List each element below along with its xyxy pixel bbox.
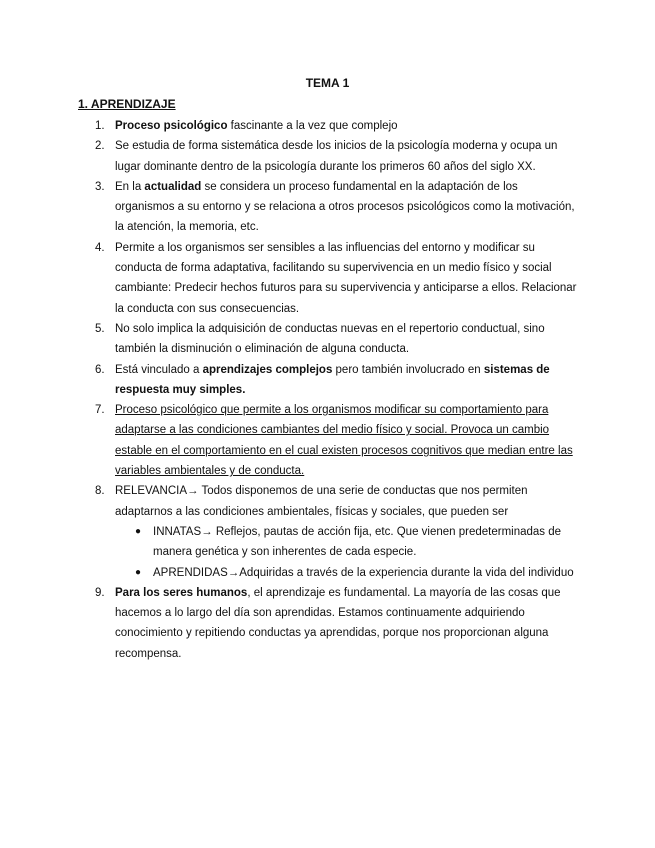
list-item (78, 481, 578, 582)
item-text: RELEVANCIA→ Todos disponemos de una serie de conductas que nos permiten adaptarnos a las condiciones ambientales, físicas y sociales, que pueden ser (115, 485, 528, 518)
bullet-list (115, 522, 578, 583)
list-item (78, 319, 578, 360)
bullet-item (115, 522, 578, 563)
bullet-icon: ● (135, 525, 142, 537)
list-item (78, 116, 578, 136)
item-text: , el aprendizaje es fundamental. La mayoría de las cosas que hacemos a lo largo del día son aprendidas. Estamos continuamente adquiriendo conocimiento y repitiendo conductas ya aprendidas, porque nos proporcionan alguna recompensa. (115, 586, 561, 660)
list-number: 4. (95, 241, 105, 254)
item-text: No solo implica la adquisición de conductas nuevas en el repertorio conductual, sino también la disminución o eliminación de alguna conducta. (115, 322, 545, 356)
list-number: 6. (95, 363, 105, 376)
section-heading: 1. APRENDIZAJE (78, 97, 176, 111)
list-number: 5. (95, 322, 105, 335)
bullet-text: INNATAS→ Reflejos, pautas de acción fija, etc. Que vienen predeterminadas de manera genética y son inherentes de cada especie. (153, 525, 562, 559)
item-text: fascinante a la vez que complejo (227, 120, 398, 132)
list-number: 3. (95, 180, 105, 193)
list-number: 7. (95, 404, 105, 417)
list-item (78, 583, 578, 664)
bullet-item (115, 563, 578, 583)
item-text-before: Está vinculado a (115, 363, 203, 376)
list-item (78, 177, 578, 238)
document-title: TEMA 1 (305, 76, 350, 90)
underlined-text: Proceso psicológico que permite a los organismos modificar su comportamiento para adaptarse a las condiciones cambiantes del medio físico y social. Provoca un cambio estable en el comportamiento en el cual existen procesos cognitivos que median entre las variables ambientales y de conducta. (115, 404, 573, 478)
list-number: 2. (95, 140, 105, 153)
list-item (78, 400, 578, 481)
list-item (78, 360, 578, 401)
numbered-list (78, 116, 578, 664)
list-item (78, 238, 578, 319)
item-text-middle: pero también involucrado en (332, 363, 484, 376)
bold-text-2: sistemas de respuesta muy simples. (115, 363, 550, 396)
item-text: se considera un proceso fundamental en la adaptación de los organismos a su entorno y se relaciona a otros procesos psicológicos como la motivación, la atención, la memoria, etc. (115, 180, 575, 234)
bold-text: Para los seres humanos (115, 586, 248, 599)
bullet-icon: ● (135, 566, 142, 578)
item-text: Se estudia de forma sistemática desde los inicios de la psicología moderna y ocupa un lugar dominante dentro de la psicología durante los primeros 60 años del siglo XX. (115, 140, 558, 173)
list-item (78, 136, 578, 177)
list-number: 8. (95, 485, 105, 498)
bold-text: Proceso psicológico (115, 120, 228, 132)
list-number: 1. (95, 120, 105, 132)
bold-text: aprendizajes complejos (202, 363, 333, 376)
bold-text: actualidad (144, 180, 202, 193)
item-text: Permite a los organismos ser sensibles a las influencias del entorno y modificar su conducta de forma adaptativa, facilitando su supervivencia en un medio físico y social cambiante: Predecir hechos futuros para su supervivencia y anticiparse a ellos. Relacionar la conducta con sus consecuencias. (115, 241, 577, 315)
bullet-text: APRENDIDAS→Adquiridas a través de la experiencia durante la vida del individuo (153, 566, 574, 579)
item-text-before: En la (115, 180, 145, 193)
list-number: 9. (95, 586, 105, 599)
